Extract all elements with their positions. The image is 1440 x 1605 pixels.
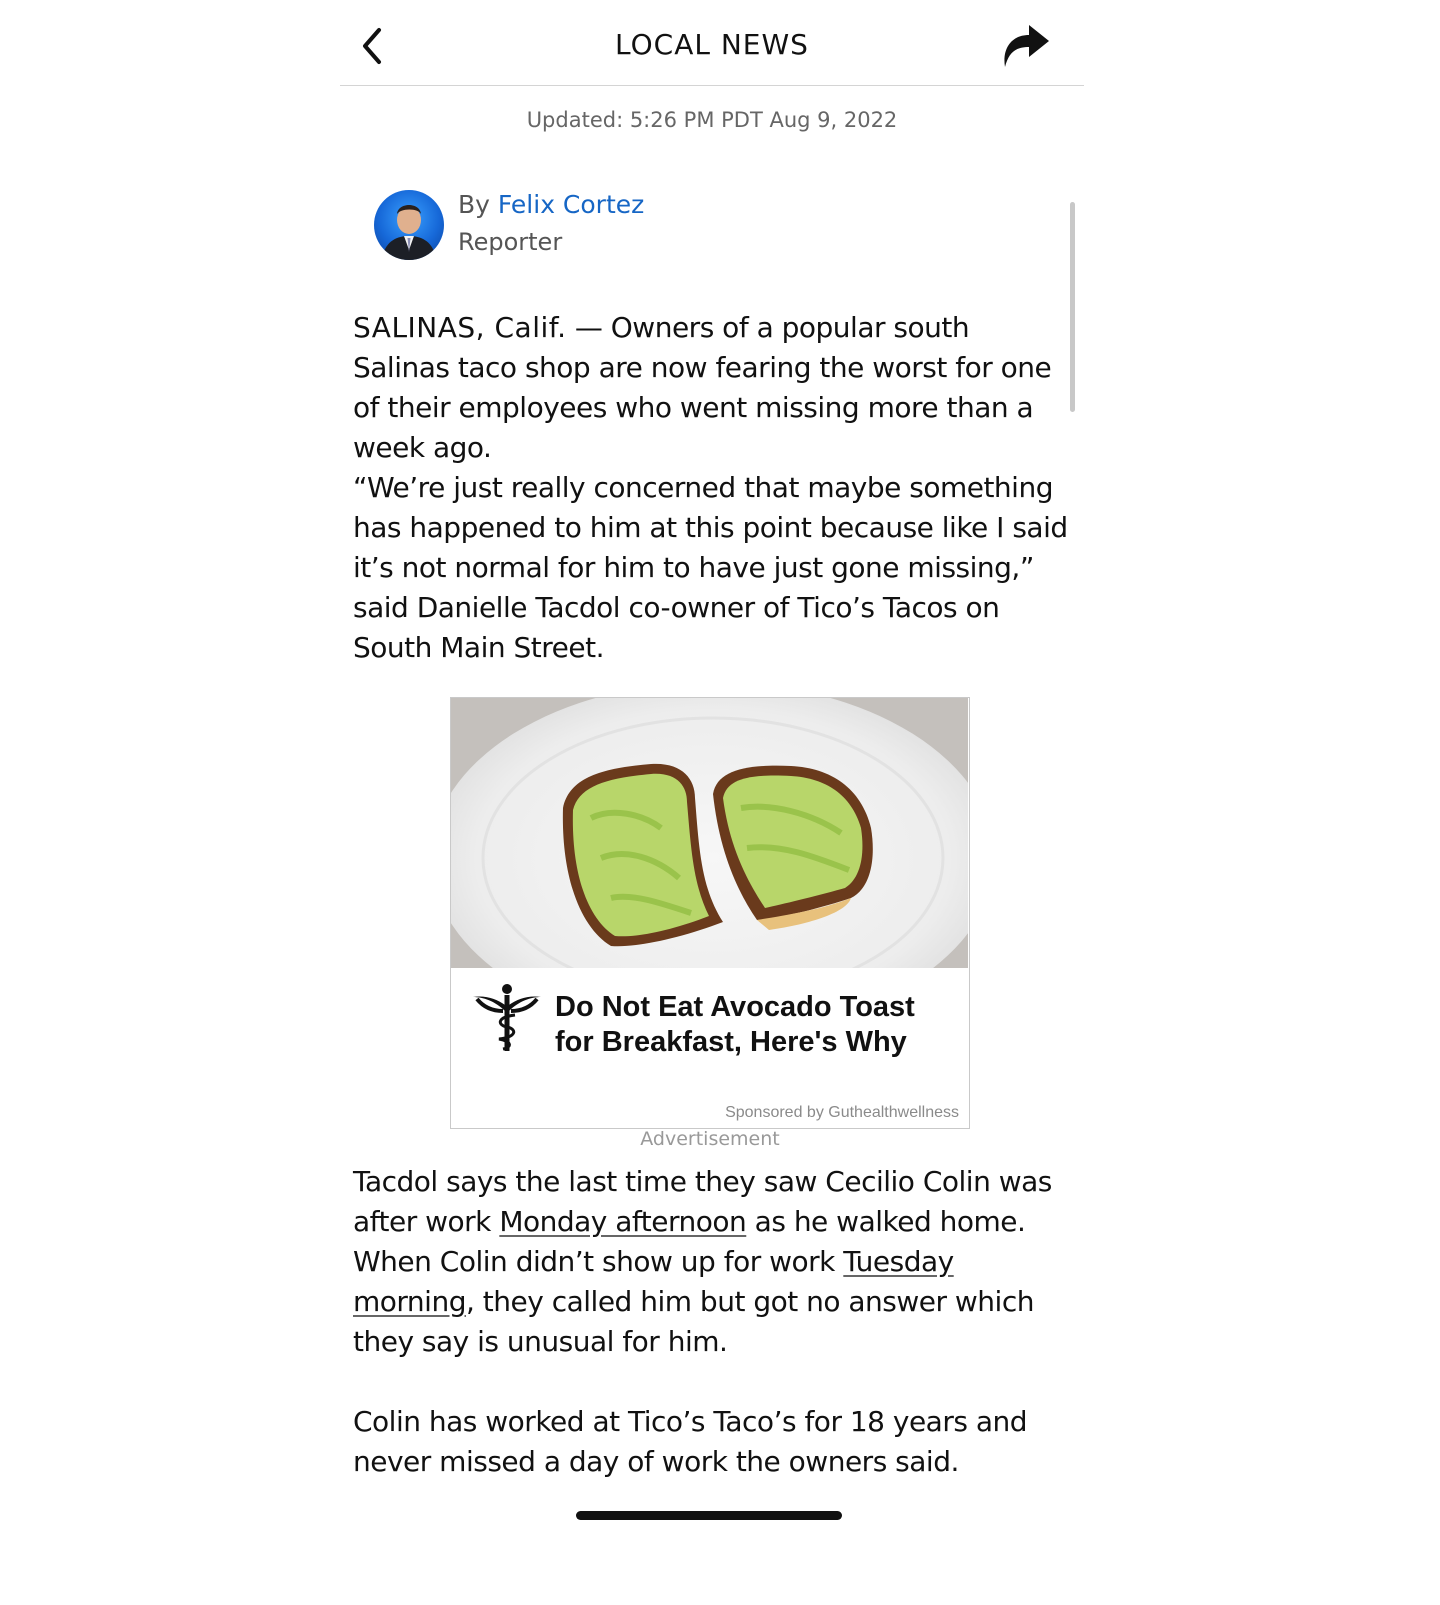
ad-image[interactable] bbox=[451, 698, 968, 968]
paragraph-1-text: — Owners of a popular south Salinas taco shop are now fearing the worst for one of their employees who went missing more than a week ago. bbox=[353, 311, 1052, 464]
article-paragraph-4: Colin has worked at Tico’s Taco’s for 18 years and never missed a day of work the owners said. bbox=[353, 1405, 1028, 1478]
caduceus-icon bbox=[471, 983, 543, 1055]
advertisement-label: Advertisement bbox=[640, 1128, 780, 1150]
article-paragraph-3 bbox=[353, 1162, 1071, 1362]
dateline: SALINAS, Calif. bbox=[353, 311, 567, 344]
author-role: Reporter bbox=[458, 228, 563, 256]
tuesday-morning-link[interactable]: Tuesday morning bbox=[353, 1245, 954, 1318]
paragraph-3-part-1: Tacdol says the last time they saw Cecilio Colin was after work bbox=[353, 1165, 1052, 1238]
top-nav-bar bbox=[340, 0, 1084, 86]
home-indicator[interactable] bbox=[576, 1511, 842, 1520]
ad-sponsor[interactable]: Sponsored by Guthealthwellness bbox=[725, 1104, 959, 1121]
paragraph-3-part-3: , they called him but got no answer which they say is unusual for him. bbox=[353, 1285, 1034, 1358]
byline-prefix: By bbox=[458, 190, 490, 219]
author-photo bbox=[374, 190, 444, 260]
article-paragraph-2: “We’re just really concerned that maybe something has happened to him at this point because like I said it’s not normal for him to have just gone missing,” said Danielle Tacdol co-owner of Tico’s Tacos on South Main Street. bbox=[353, 471, 1068, 664]
updated-timestamp: Updated: 5:26 PM PDT Aug 9, 2022 bbox=[526, 108, 898, 132]
monday-afternoon-link[interactable]: Monday afternoon bbox=[499, 1205, 747, 1238]
share-arrow-icon bbox=[999, 23, 1051, 69]
ad-headline[interactable]: Do Not Eat Avocado Toast for Breakfast, Here's Why bbox=[555, 991, 915, 1058]
avocado-toast-photo bbox=[451, 698, 968, 968]
author-block bbox=[374, 190, 974, 262]
avatar[interactable] bbox=[374, 190, 444, 260]
byline bbox=[458, 190, 644, 219]
advertisement-card[interactable] bbox=[450, 697, 970, 1129]
article-paragraph-1 bbox=[353, 308, 1071, 468]
author-name-link[interactable]: Felix Cortez bbox=[497, 190, 645, 219]
share-button[interactable] bbox=[998, 22, 1052, 70]
section-title: LOCAL NEWS bbox=[615, 28, 809, 61]
paragraph-3-part-2: as he walked home. When Colin didn’t show up for work bbox=[353, 1205, 1026, 1278]
